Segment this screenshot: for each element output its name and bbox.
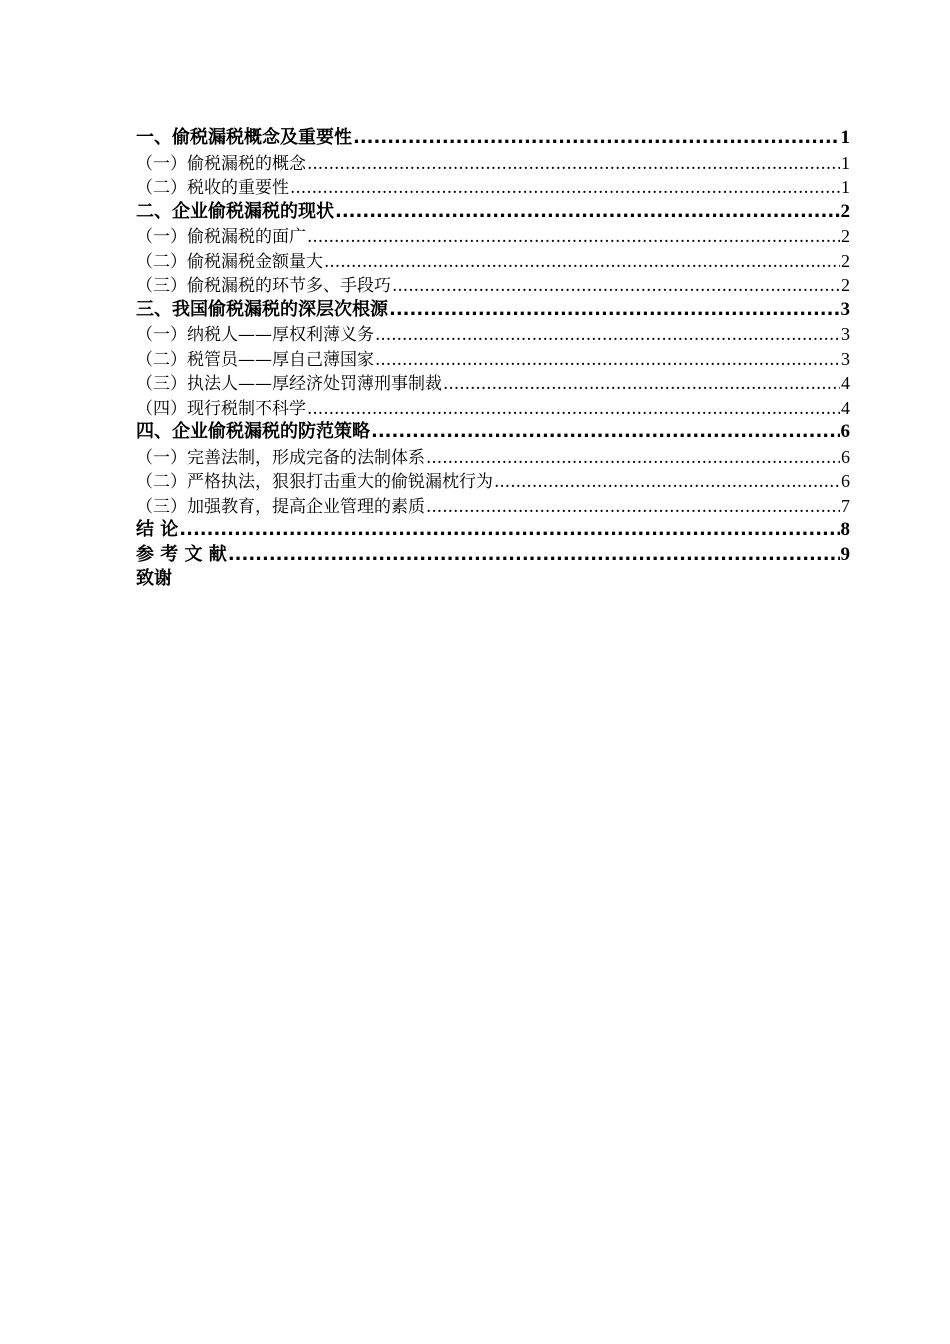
toc-page-number: 4 bbox=[841, 373, 850, 393]
toc-page-number: 2 bbox=[841, 226, 850, 246]
toc-entry[interactable] bbox=[136, 249, 850, 274]
toc-entry[interactable] bbox=[136, 445, 850, 470]
toc-entry-title: （三）执法人——厚经济处罚薄刑事制裁 bbox=[136, 374, 442, 394]
toc-entry[interactable] bbox=[136, 200, 850, 225]
toc-entry-title: （一）偷税漏税的概念 bbox=[136, 153, 306, 174]
toc-dot-leader bbox=[426, 446, 840, 470]
toc-page-number: 8 bbox=[840, 519, 850, 540]
toc-entry[interactable] bbox=[136, 518, 850, 543]
toc-dot-leader bbox=[371, 420, 840, 445]
toc-dot-leader bbox=[389, 298, 840, 323]
toc-entry-title: （二）税收的重要性 bbox=[136, 178, 289, 198]
toc-entry-title: （四）现行税制不科学 bbox=[136, 398, 306, 419]
toc-entry-title: 结 论 bbox=[136, 519, 179, 540]
toc-entry[interactable] bbox=[136, 151, 850, 176]
toc-page-number: 4 bbox=[841, 397, 850, 418]
toc-entry[interactable] bbox=[136, 469, 850, 494]
toc-page-number: 2 bbox=[841, 250, 850, 271]
toc-entry-title: （一）完善法制，形成完备的法制体系 bbox=[136, 447, 425, 468]
toc-entry-title: 参 考 文 献 bbox=[136, 543, 227, 565]
toc-entry[interactable] bbox=[136, 322, 850, 347]
toc-dot-leader bbox=[353, 126, 840, 151]
toc-entry[interactable] bbox=[136, 396, 850, 421]
toc-page-number: 9 bbox=[840, 543, 850, 565]
toc-page-number: 2 bbox=[840, 200, 850, 222]
toc-page-number: 6 bbox=[841, 446, 850, 467]
toc-page-number: 2 bbox=[841, 275, 850, 295]
toc-entry-title: （一）偷税漏税的面广 bbox=[136, 227, 306, 247]
toc-page-number: 1 bbox=[841, 152, 850, 173]
toc-entry[interactable] bbox=[136, 224, 850, 249]
toc-entry[interactable] bbox=[136, 543, 850, 568]
toc-entry-title: （一）纳税人——厚权利薄义务 bbox=[136, 325, 374, 345]
toc-entry[interactable] bbox=[136, 347, 850, 372]
toc-entry-title: 一、偷税漏税概念及重要性 bbox=[136, 127, 352, 148]
toc-dot-leader bbox=[335, 200, 840, 225]
toc-dot-leader bbox=[307, 152, 840, 176]
toc-dot-leader bbox=[443, 372, 840, 396]
toc-dot-leader bbox=[392, 274, 840, 298]
toc-entry[interactable] bbox=[136, 298, 850, 323]
table-of-contents bbox=[136, 126, 850, 592]
toc-entry-title: 三、我国偷税漏税的深层次根源 bbox=[136, 298, 388, 320]
toc-dot-leader bbox=[494, 470, 840, 494]
toc-entry[interactable] bbox=[136, 371, 850, 396]
toc-page-number: 1 bbox=[841, 177, 850, 197]
toc-entry-title: 致谢 bbox=[136, 568, 172, 589]
toc-entry[interactable] bbox=[136, 420, 850, 445]
toc-entry-title: 二、企业偷税漏税的现状 bbox=[136, 200, 334, 222]
toc-dot-leader bbox=[375, 348, 840, 372]
toc-entry-title: （三）加强教育，提高企业管理的素质 bbox=[136, 496, 425, 517]
toc-entry[interactable] bbox=[136, 175, 850, 200]
toc-entry[interactable] bbox=[136, 273, 850, 298]
toc-page-number: 6 bbox=[840, 421, 850, 442]
toc-entry[interactable] bbox=[136, 494, 850, 519]
toc-dot-leader bbox=[179, 518, 839, 543]
toc-entry-title: 四、企业偷税漏税的防范策略 bbox=[136, 421, 370, 442]
toc-entry-title: （二）严格执法，狠狠打击重大的偷锐漏枕行为 bbox=[136, 472, 493, 492]
toc-page-number: 7 bbox=[841, 495, 850, 516]
toc-dot-leader bbox=[307, 397, 840, 421]
toc-entry[interactable] bbox=[136, 567, 850, 592]
toc-entry[interactable] bbox=[136, 126, 850, 151]
toc-page-number: 3 bbox=[840, 298, 850, 320]
toc-entry-title: （二）偷税漏税金额量大 bbox=[136, 251, 323, 272]
toc-dot-leader bbox=[307, 225, 840, 249]
toc-dot-leader bbox=[375, 323, 840, 347]
toc-entry-title: （二）税管员——厚自己薄国家 bbox=[136, 349, 374, 370]
toc-page-number: 3 bbox=[841, 324, 850, 344]
toc-entry-title: （三）偷税漏税的环节多、手段巧 bbox=[136, 276, 391, 296]
toc-dot-leader bbox=[324, 250, 840, 274]
toc-dot-leader bbox=[290, 176, 840, 200]
toc-dot-leader bbox=[228, 543, 840, 568]
toc-page-number: 3 bbox=[841, 348, 850, 369]
toc-page-number: 6 bbox=[841, 471, 850, 491]
toc-page-number: 1 bbox=[840, 127, 850, 148]
toc-dot-leader bbox=[426, 495, 840, 519]
